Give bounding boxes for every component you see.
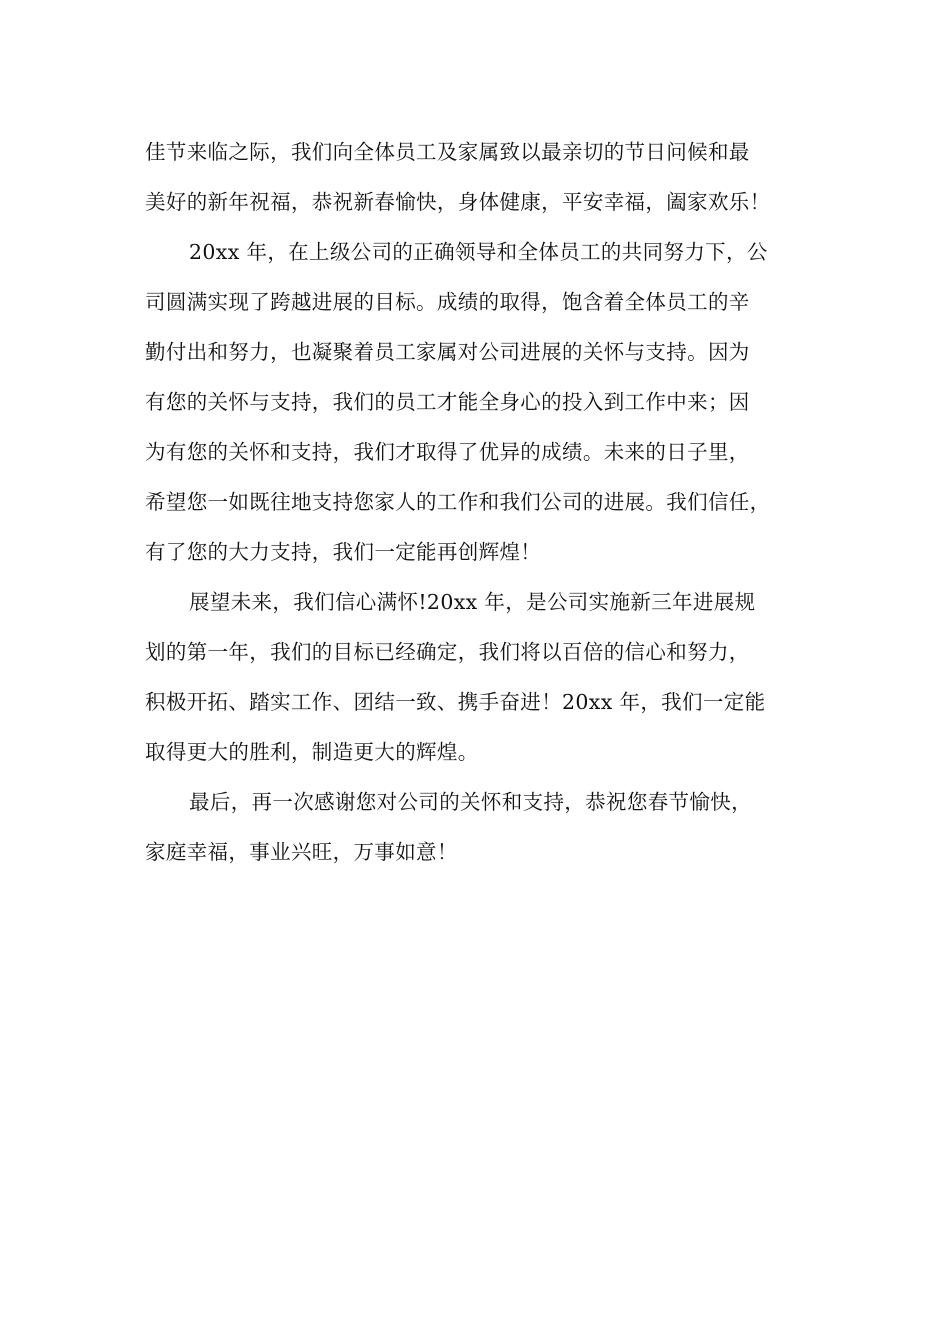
text-line: 有您的关怀与支持，我们的员工才能全身心的投入到工作中来；因 xyxy=(145,390,750,414)
text-line: 美好的新年祝福，恭祝新春愉快，身体健康，平安幸福，阖家欢乐！ xyxy=(145,190,771,214)
text-line: 有了您的大力支持，我们一定能再创辉煌！ xyxy=(145,540,542,564)
text-line: 佳节来临之际，我们向全体员工及家属致以最亲切的节日问候和最 xyxy=(145,140,750,164)
document-body xyxy=(145,130,830,880)
text-line: 20xx 年，在上级公司的正确领导和全体员工的共同努力下，公 xyxy=(189,240,768,264)
text-line: 最后，再一次感谢您对公司的关怀和支持，恭祝您春节愉快， xyxy=(189,790,752,814)
text-line: 希望您一如既往地支持您家人的工作和我们公司的进展。我们信任， xyxy=(145,490,771,514)
text-line: 勤付出和努力，也凝聚着员工家属对公司进展的关怀与支持。因为 xyxy=(145,340,750,364)
paragraph-outlook xyxy=(145,580,830,780)
text-line: 划的第一年，我们的目标已经确定，我们将以百倍的信心和努力， xyxy=(145,640,750,664)
text-line: 积极开拓、踏实工作、团结一致、携手奋进！20xx 年，我们一定能 xyxy=(145,690,766,714)
text-line: 展望未来，我们信心满怀!20xx 年，是公司实施新三年进展规 xyxy=(189,590,756,614)
text-line: 家庭幸福，事业兴旺，万事如意！ xyxy=(145,840,458,864)
paragraph-closing xyxy=(145,780,830,880)
paragraph-greeting xyxy=(145,130,830,230)
text-line: 为有您的关怀和支持，我们才取得了优异的成绩。未来的日子里， xyxy=(145,440,750,464)
paragraph-achievements xyxy=(145,230,830,580)
text-line: 取得更大的胜利，制造更大的辉煌。 xyxy=(145,740,479,764)
text-line: 司圆满实现了跨越进展的目标。成绩的取得，饱含着全体员工的辛 xyxy=(145,290,750,314)
